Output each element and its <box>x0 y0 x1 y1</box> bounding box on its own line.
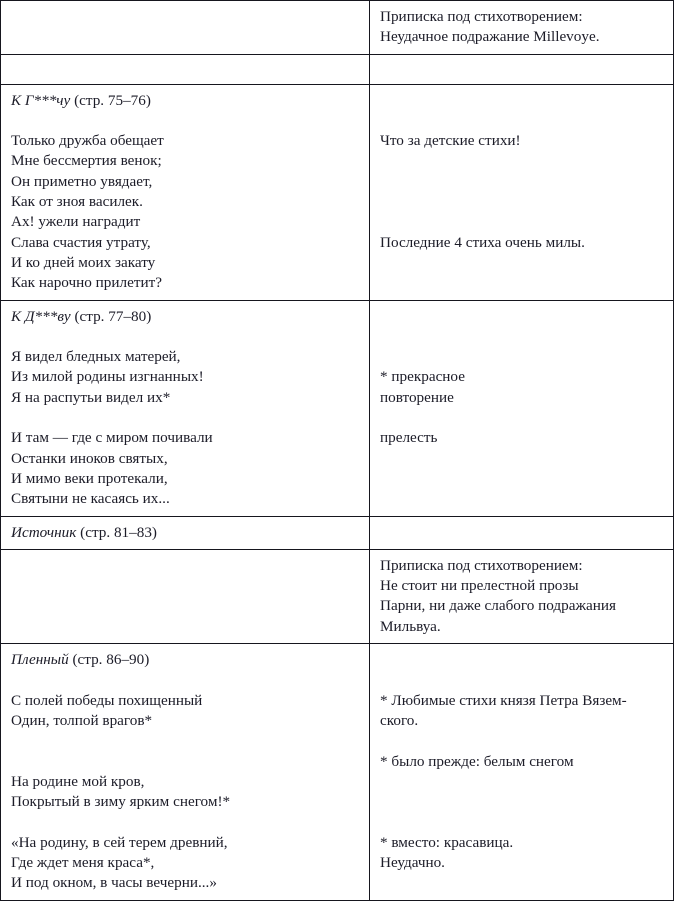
poem-line <box>11 812 360 832</box>
poem-line: Останки иноков святых, <box>11 449 168 467</box>
note-line: Неудачное подражание Millevoye. <box>380 28 600 46</box>
marginal-note-cell <box>370 300 674 516</box>
poem-page-range: (стр. 81–83) <box>80 523 157 541</box>
poem-line: Я видел бледных матерей, <box>11 348 181 366</box>
poem-line: Из милой родины изгнанных! <box>11 368 204 386</box>
marginal-note-cell <box>370 549 674 643</box>
marginal-note-block <box>370 1 673 54</box>
table-row <box>1 300 674 516</box>
poem-title <box>11 307 360 327</box>
poem-line: И там — где с миром почивали <box>11 429 213 447</box>
poem-text-block <box>1 1 369 47</box>
note-line <box>380 111 664 131</box>
poem-line: Только дружба обещает <box>11 132 164 150</box>
poem-text-block <box>1 550 369 638</box>
poem-line: И под окном, в часы вечерни...» <box>11 874 217 892</box>
poem-text-cell <box>1 644 370 901</box>
poem-line <box>11 752 360 772</box>
note-line: Мильвуа. <box>380 617 441 635</box>
note-line <box>380 327 664 347</box>
poem-text-cell <box>1 516 370 549</box>
marginal-note-block <box>370 517 673 529</box>
marginal-note-cell <box>370 516 674 549</box>
collation-table-body <box>1 1 674 901</box>
marginal-note-block <box>370 301 673 455</box>
table-row <box>1 1 674 55</box>
note-line: прелесть <box>380 429 438 447</box>
marginal-note-cell <box>370 84 674 300</box>
note-line <box>380 650 664 670</box>
poem-text-cell <box>1 1 370 55</box>
note-line: Неудачно. <box>380 853 445 871</box>
note-line: * Любимые стихи князя Петра Вязем- <box>380 691 627 709</box>
note-line <box>380 731 664 751</box>
note-line <box>380 347 664 367</box>
poem-text-block <box>1 517 369 549</box>
poem-text-cell <box>1 84 370 300</box>
note-line: Не стоит ни прелестной прозы <box>380 577 579 595</box>
note-line: ского. <box>380 711 419 729</box>
poem-line: Как нарочно прилетит? <box>11 274 162 292</box>
marginal-note-cell <box>370 54 674 84</box>
poem-page-range: (стр. 75–76) <box>74 91 151 109</box>
marginal-note-block <box>370 644 673 879</box>
note-line: Приписка под стихотворением: <box>380 8 583 25</box>
poem-line: Я на распутьи видел их* <box>11 388 171 406</box>
marginal-note-cell <box>370 1 674 55</box>
poem-line <box>11 327 360 347</box>
note-line <box>380 192 664 212</box>
poem-line: На родине мой кров, <box>11 772 145 790</box>
table-row <box>1 549 674 643</box>
note-line: Парни, ни даже слабого подражания <box>380 597 616 615</box>
note-line <box>380 792 664 812</box>
table-row <box>1 516 674 549</box>
note-line <box>380 670 664 690</box>
poem-line: С полей победы похищенный <box>11 691 203 709</box>
note-line: * вместо: красавица. <box>380 833 514 851</box>
poem-page-range: (стр. 86–90) <box>72 651 150 669</box>
poem-title <box>11 523 360 543</box>
note-line <box>380 151 664 171</box>
poem-line: «На родину, в сей терем древний, <box>11 833 228 851</box>
poem-line: Как от зноя василек. <box>11 193 143 211</box>
note-line: Что за детские стихи! <box>380 132 521 150</box>
poem-text-block <box>1 55 369 84</box>
poem-line: Слава счастия утрату, <box>11 233 151 251</box>
poem-line: Покрытый в зиму ярким снегом!* <box>11 793 231 811</box>
poem-title <box>11 91 360 111</box>
note-line <box>380 91 664 111</box>
marginal-note-cell <box>370 644 674 901</box>
poem-text-cell <box>1 54 370 84</box>
poem-line: Ах! ужели наградит <box>11 213 141 231</box>
marginal-note-block <box>370 85 673 259</box>
poem-line <box>11 670 360 690</box>
note-line: * было прежде: белым снегом <box>380 752 574 770</box>
poem-text-block <box>1 301 369 516</box>
note-line: повторение <box>380 388 454 406</box>
poem-line: Где ждет меня краса*, <box>11 853 155 871</box>
poem-text-block <box>1 85 369 300</box>
note-line: Приписка под стихотворением: <box>380 556 583 574</box>
poem-line: И ко дней моих закату <box>11 253 156 271</box>
note-line: * прекрасное <box>380 368 465 386</box>
poem-line: И мимо веки протекали, <box>11 469 168 487</box>
poem-line: Мне бессмертия венок; <box>11 152 162 170</box>
poem-text-cell <box>1 549 370 643</box>
poem-title-name: Пленный <box>11 651 69 669</box>
poem-title-name: К Д***ву <box>11 307 71 325</box>
poem-text-block <box>1 644 369 900</box>
poem-text-cell <box>1 300 370 516</box>
table-row <box>1 54 674 84</box>
poem-line: Один, толпой врагов* <box>11 711 153 729</box>
note-line <box>380 408 664 428</box>
marginal-note-block <box>370 55 673 84</box>
poem-line <box>11 111 360 131</box>
poem-line <box>11 408 360 428</box>
poem-line: Он приметно увядает, <box>11 172 153 190</box>
poem-line <box>11 731 360 751</box>
table-row <box>1 644 674 901</box>
poem-title <box>11 650 360 670</box>
poem-title-name: К Г***чу <box>11 91 71 109</box>
poem-page-range: (стр. 77–80) <box>74 307 152 325</box>
note-line <box>380 172 664 192</box>
note-line <box>380 812 664 832</box>
poem-title-name: Источник <box>11 523 77 541</box>
note-line: Последние 4 стиха очень милы. <box>380 233 585 251</box>
note-line <box>380 212 664 232</box>
note-line <box>380 307 664 327</box>
poem-line: Святыни не касаясь их... <box>11 490 170 508</box>
marginal-note-block <box>370 550 673 643</box>
table-row <box>1 84 674 300</box>
note-line <box>380 772 664 792</box>
